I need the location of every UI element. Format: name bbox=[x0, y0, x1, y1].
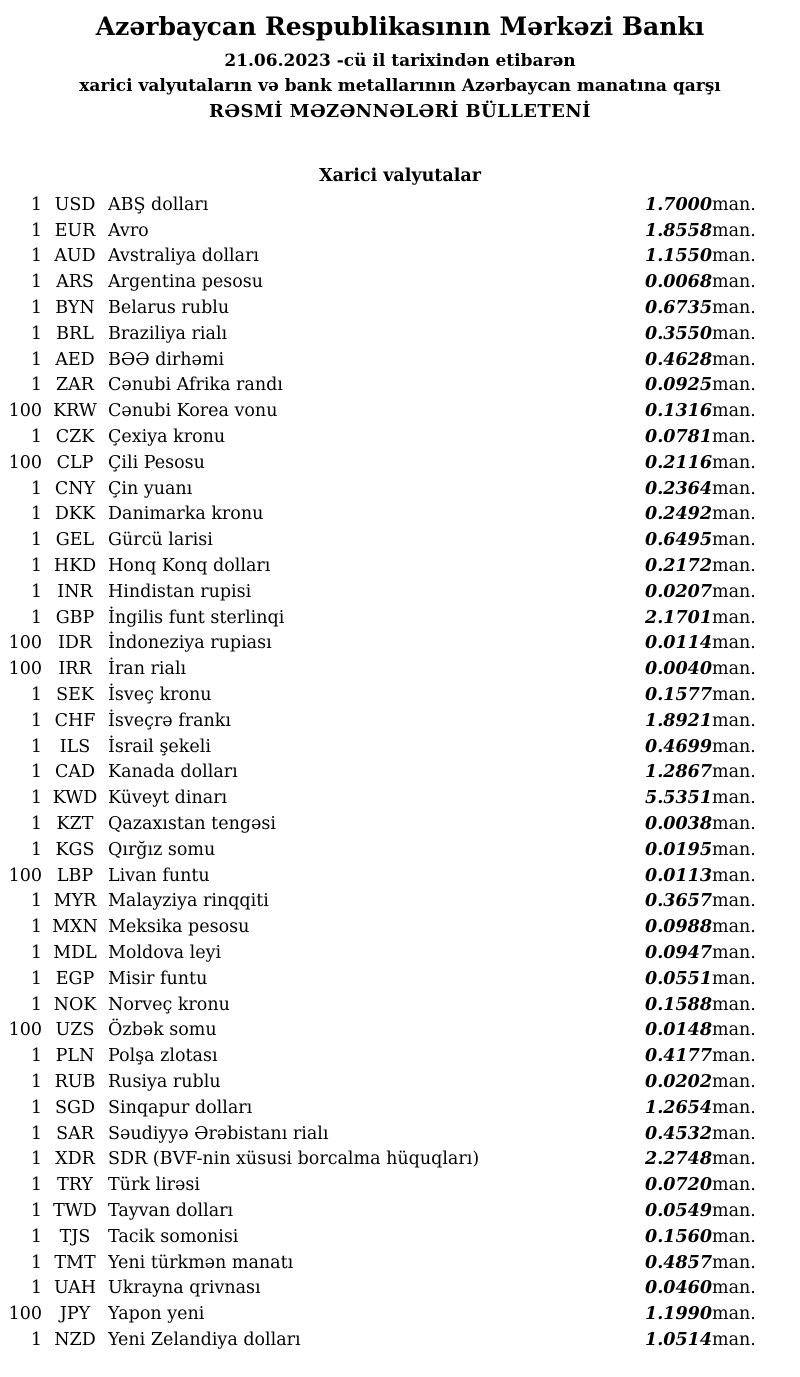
currency-name-cell: Çexiya kronu bbox=[108, 427, 226, 448]
currency-name-cell: Çili Pesosu bbox=[108, 452, 205, 473]
rate-row bbox=[0, 244, 800, 270]
rate-row bbox=[0, 656, 800, 682]
unit-label-cell: man. bbox=[712, 1149, 756, 1170]
unit-label-cell: man. bbox=[712, 968, 756, 989]
currency-name-cell: Küveyt dinarı bbox=[108, 788, 228, 809]
rate-row bbox=[0, 527, 800, 553]
rate-row bbox=[0, 785, 800, 811]
unit-label-cell: man. bbox=[712, 504, 756, 525]
currency-code-cell: TJS bbox=[59, 1226, 91, 1247]
currency-code-cell: KZT bbox=[56, 814, 94, 835]
unit-label-cell: man. bbox=[712, 194, 756, 215]
currency-name-cell: Norveç kronu bbox=[108, 994, 230, 1015]
currency-code-cell: NOK bbox=[53, 994, 97, 1015]
rate-value-cell: 0.6495 bbox=[645, 530, 712, 551]
quantity-cell: 100 bbox=[8, 401, 42, 422]
rate-row bbox=[0, 398, 800, 424]
rate-value-cell: 0.0113 bbox=[645, 865, 712, 886]
rate-value-cell: 0.4699 bbox=[645, 736, 712, 757]
document-header bbox=[0, 0, 800, 122]
rate-row bbox=[0, 682, 800, 708]
unit-label-cell: man. bbox=[712, 272, 756, 293]
quantity-cell: 1 bbox=[30, 1071, 42, 1092]
rate-row bbox=[0, 295, 800, 321]
rate-value-cell: 0.2492 bbox=[645, 504, 712, 525]
rate-row bbox=[0, 269, 800, 295]
subject-line: xarici valyutaların və bank metallarının Azərbaycan manatına qarşı bbox=[79, 76, 721, 96]
rate-value-cell: 0.0148 bbox=[645, 1020, 712, 1041]
effective-date-line: 21.06.2023 -cü il tarixindən etibarən bbox=[224, 51, 576, 71]
rate-value-cell: 1.8558 bbox=[645, 220, 712, 241]
unit-label-cell: man. bbox=[712, 814, 756, 835]
rate-row bbox=[0, 1172, 800, 1198]
rate-row bbox=[0, 940, 800, 966]
currency-code-cell: TWD bbox=[53, 1200, 97, 1221]
currency-code-cell: ARS bbox=[56, 272, 94, 293]
currency-code-cell: SGD bbox=[55, 1097, 95, 1118]
quantity-cell: 1 bbox=[30, 375, 42, 396]
quantity-cell: 1 bbox=[30, 736, 42, 757]
unit-label-cell: man. bbox=[712, 891, 756, 912]
rate-row bbox=[0, 1301, 800, 1327]
currency-name-cell: Sinqapur dolları bbox=[108, 1097, 253, 1118]
rate-value-cell: 0.4857 bbox=[645, 1252, 712, 1273]
currency-code-cell: CHF bbox=[54, 710, 96, 731]
currency-code-cell: SAR bbox=[56, 1123, 94, 1144]
rate-row bbox=[0, 347, 800, 373]
unit-label-cell: man. bbox=[712, 375, 756, 396]
unit-label-cell: man. bbox=[712, 736, 756, 757]
currency-code-cell: SEK bbox=[56, 685, 94, 706]
rate-value-cell: 0.2172 bbox=[645, 556, 712, 577]
currency-code-cell: TRY bbox=[57, 1175, 93, 1196]
rate-row bbox=[0, 1224, 800, 1250]
rate-row bbox=[0, 760, 800, 786]
currency-name-cell: Livan funtu bbox=[108, 865, 210, 886]
rate-value-cell: 0.3657 bbox=[645, 891, 712, 912]
quantity-cell: 1 bbox=[30, 1226, 42, 1247]
unit-label-cell: man. bbox=[712, 1020, 756, 1041]
rate-row bbox=[0, 373, 800, 399]
currency-code-cell: XDR bbox=[55, 1149, 95, 1170]
quantity-cell: 100 bbox=[8, 865, 42, 886]
rate-row bbox=[0, 1275, 800, 1301]
rate-value-cell: 0.0460 bbox=[645, 1278, 712, 1299]
rate-row bbox=[0, 863, 800, 889]
unit-label-cell: man. bbox=[712, 685, 756, 706]
rates-table-body bbox=[0, 192, 800, 1353]
unit-label-cell: man. bbox=[712, 1097, 756, 1118]
currency-name-cell: BƏƏ dirhəmi bbox=[108, 349, 225, 370]
currency-name-cell: Avro bbox=[108, 220, 149, 241]
currency-name-cell: Yeni türkmən manatı bbox=[108, 1252, 294, 1273]
unit-label-cell: man. bbox=[712, 1226, 756, 1247]
unit-label-cell: man. bbox=[712, 1071, 756, 1092]
rate-value-cell: 0.0925 bbox=[645, 375, 712, 396]
unit-label-cell: man. bbox=[712, 323, 756, 344]
quantity-cell: 100 bbox=[8, 452, 42, 473]
currency-name-cell: Argentina pesosu bbox=[108, 272, 264, 293]
currency-name-cell: Danimarka kronu bbox=[108, 504, 264, 525]
quantity-cell: 1 bbox=[30, 968, 42, 989]
currency-code-cell: CLP bbox=[56, 452, 94, 473]
unit-label-cell: man. bbox=[712, 633, 756, 654]
currency-code-cell: JPY bbox=[59, 1304, 91, 1325]
currency-name-cell: İsveçrə frankı bbox=[108, 710, 231, 731]
quantity-cell: 1 bbox=[30, 1278, 42, 1299]
currency-code-cell: BYN bbox=[55, 298, 95, 319]
currency-code-cell: PLN bbox=[55, 1046, 95, 1067]
currency-name-cell: Yapon yeni bbox=[108, 1304, 205, 1325]
currency-name-cell: Yeni Zelandiya dolları bbox=[108, 1329, 301, 1350]
quantity-cell: 1 bbox=[30, 478, 42, 499]
currency-name-cell: Moldova leyi bbox=[108, 943, 222, 963]
quantity-cell: 1 bbox=[30, 1046, 42, 1067]
unit-label-cell: man. bbox=[712, 452, 756, 473]
rate-value-cell: 1.2867 bbox=[645, 762, 712, 783]
rate-row bbox=[0, 992, 800, 1018]
unit-label-cell: man. bbox=[712, 220, 756, 241]
quantity-cell: 1 bbox=[30, 349, 42, 370]
currency-name-cell: Qırğız somu bbox=[108, 839, 216, 860]
rate-value-cell: 0.3550 bbox=[645, 323, 712, 344]
rate-row bbox=[0, 1095, 800, 1121]
quantity-cell: 1 bbox=[30, 1200, 42, 1221]
quantity-cell: 1 bbox=[30, 504, 42, 525]
currency-code-cell: BRL bbox=[56, 323, 94, 344]
quantity-cell: 1 bbox=[30, 814, 42, 835]
rate-value-cell: 0.4532 bbox=[645, 1123, 712, 1144]
quantity-cell: 1 bbox=[30, 839, 42, 860]
currency-name-cell: Gürcü larisi bbox=[108, 530, 213, 551]
currency-name-cell: Braziliya rialı bbox=[108, 323, 228, 344]
unit-label-cell: man. bbox=[712, 710, 756, 731]
rate-row bbox=[0, 1121, 800, 1147]
currency-name-cell: Tacik somonisi bbox=[108, 1226, 239, 1247]
unit-label-cell: man. bbox=[712, 246, 756, 267]
rate-value-cell: 0.0551 bbox=[645, 968, 712, 989]
rate-row bbox=[0, 218, 800, 244]
quantity-cell: 1 bbox=[30, 530, 42, 551]
quantity-cell: 1 bbox=[30, 272, 42, 293]
rate-row bbox=[0, 734, 800, 760]
rate-value-cell: 0.1577 bbox=[645, 685, 712, 706]
currency-code-cell: INR bbox=[57, 581, 93, 602]
currency-name-cell: Tayvan dolları bbox=[108, 1200, 234, 1221]
currency-name-cell: Kanada dolları bbox=[108, 762, 238, 783]
quantity-cell: 100 bbox=[8, 1020, 42, 1041]
rate-value-cell: 0.2364 bbox=[645, 478, 712, 499]
currency-name-cell: Cənubi Korea vonu bbox=[108, 401, 278, 422]
rate-row bbox=[0, 631, 800, 657]
quantity-cell: 1 bbox=[30, 685, 42, 706]
rate-row bbox=[0, 424, 800, 450]
unit-label-cell: man. bbox=[712, 298, 756, 319]
unit-label-cell: man. bbox=[712, 1329, 756, 1350]
quantity-cell: 1 bbox=[30, 943, 42, 963]
currency-code-cell: RUB bbox=[54, 1071, 96, 1092]
quantity-cell: 1 bbox=[30, 1097, 42, 1118]
quantity-cell: 1 bbox=[30, 994, 42, 1015]
currency-code-cell: GBP bbox=[55, 607, 95, 628]
currency-code-cell: MYR bbox=[53, 891, 97, 912]
currency-name-cell: İran rialı bbox=[108, 659, 187, 680]
rate-value-cell: 1.1550 bbox=[645, 246, 712, 267]
currency-name-cell: SDR (BVF-nin xüsusi borcalma hüquqları) bbox=[108, 1149, 480, 1170]
rate-value-cell: 1.1990 bbox=[645, 1304, 712, 1325]
rate-row bbox=[0, 1146, 800, 1172]
rate-value-cell: 0.1316 bbox=[645, 401, 712, 422]
currency-name-cell: Cənubi Afrika randı bbox=[108, 375, 283, 396]
currency-name-cell: ABŞ dolları bbox=[108, 194, 209, 215]
quantity-cell: 1 bbox=[30, 323, 42, 344]
unit-label-cell: man. bbox=[712, 556, 756, 577]
bulletin-title: RƏSMİ MƏZƏNNƏLƏRİ BÜLLETENİ bbox=[209, 101, 591, 122]
currency-name-cell: Ukrayna qrivnası bbox=[108, 1278, 261, 1299]
quantity-cell: 1 bbox=[30, 1149, 42, 1170]
rate-value-cell: 0.4177 bbox=[645, 1046, 712, 1067]
rate-row bbox=[0, 1198, 800, 1224]
unit-label-cell: man. bbox=[712, 581, 756, 602]
currency-name-cell: Avstraliya dolları bbox=[108, 246, 260, 267]
rate-value-cell: 0.6735 bbox=[645, 298, 712, 319]
unit-label-cell: man. bbox=[712, 943, 756, 963]
rate-row bbox=[0, 476, 800, 502]
rate-value-cell: 0.1560 bbox=[645, 1226, 712, 1247]
currency-code-cell: DKK bbox=[54, 504, 96, 525]
currency-name-cell: Özbək somu bbox=[108, 1020, 217, 1041]
quantity-cell: 1 bbox=[30, 710, 42, 731]
rate-row bbox=[0, 1018, 800, 1044]
quantity-cell: 1 bbox=[30, 556, 42, 577]
unit-label-cell: man. bbox=[712, 865, 756, 886]
rate-value-cell: 0.0988 bbox=[645, 917, 712, 938]
rate-value-cell: 0.0040 bbox=[645, 659, 712, 680]
currency-name-cell: Malayziya rinqqiti bbox=[108, 891, 269, 912]
rate-value-cell: 0.0781 bbox=[645, 427, 712, 448]
currency-name-cell: Çin yuanı bbox=[108, 478, 193, 499]
unit-label-cell: man. bbox=[712, 917, 756, 938]
unit-label-cell: man. bbox=[712, 994, 756, 1015]
rate-row bbox=[0, 1327, 800, 1353]
rate-row bbox=[0, 1043, 800, 1069]
currency-name-cell: Polşa zlotası bbox=[108, 1046, 218, 1067]
unit-label-cell: man. bbox=[712, 530, 756, 551]
currency-name-cell: Rusiya rublu bbox=[108, 1071, 221, 1092]
currency-code-cell: MDL bbox=[53, 943, 97, 963]
unit-label-cell: man. bbox=[712, 1046, 756, 1067]
quantity-cell: 1 bbox=[30, 917, 42, 938]
currency-name-cell: Səudiyyə Ərəbistanı rialı bbox=[108, 1123, 329, 1144]
bank-name-title: Azərbaycan Respublikasının Mərkəzi Bankı bbox=[95, 12, 705, 41]
currency-code-cell: IRR bbox=[58, 659, 92, 680]
quantity-cell: 100 bbox=[8, 1304, 42, 1325]
quantity-cell: 1 bbox=[30, 762, 42, 783]
exchange-rates-table bbox=[0, 192, 800, 1353]
rate-row bbox=[0, 889, 800, 915]
quantity-cell: 1 bbox=[30, 1252, 42, 1273]
rate-value-cell: 1.0514 bbox=[645, 1329, 712, 1350]
rate-value-cell: 0.0038 bbox=[645, 814, 712, 835]
currency-code-cell: IDR bbox=[57, 633, 93, 654]
rate-row bbox=[0, 1250, 800, 1276]
quantity-cell: 1 bbox=[30, 607, 42, 628]
rate-value-cell: 0.0720 bbox=[645, 1175, 712, 1196]
currency-code-cell: LBP bbox=[56, 865, 94, 886]
currency-code-cell: USD bbox=[54, 194, 96, 215]
rate-value-cell: 0.0207 bbox=[645, 581, 712, 602]
rate-row bbox=[0, 502, 800, 528]
currency-code-cell: CAD bbox=[54, 762, 96, 783]
quantity-cell: 1 bbox=[30, 246, 42, 267]
unit-label-cell: man. bbox=[712, 839, 756, 860]
quantity-cell: 1 bbox=[30, 220, 42, 241]
unit-label-cell: man. bbox=[712, 659, 756, 680]
unit-label-cell: man. bbox=[712, 427, 756, 448]
currency-name-cell: Meksika pesosu bbox=[108, 917, 250, 938]
rate-row bbox=[0, 708, 800, 734]
unit-label-cell: man. bbox=[712, 788, 756, 809]
rate-row bbox=[0, 579, 800, 605]
currency-name-cell: Misir funtu bbox=[108, 968, 208, 989]
currency-code-cell: KGS bbox=[55, 839, 95, 860]
currency-name-cell: Türk lirəsi bbox=[108, 1175, 200, 1196]
unit-label-cell: man. bbox=[712, 1278, 756, 1299]
currency-code-cell: HKD bbox=[53, 556, 97, 577]
quantity-cell: 1 bbox=[30, 891, 42, 912]
unit-label-cell: man. bbox=[712, 1200, 756, 1221]
rate-value-cell: 0.0549 bbox=[645, 1200, 712, 1221]
currency-code-cell: UZS bbox=[55, 1020, 95, 1041]
quantity-cell: 1 bbox=[30, 427, 42, 448]
rate-value-cell: 1.8921 bbox=[645, 710, 712, 731]
unit-label-cell: man. bbox=[712, 1304, 756, 1325]
currency-code-cell: CNY bbox=[54, 478, 96, 499]
rate-value-cell: 0.1588 bbox=[645, 994, 712, 1015]
currency-code-cell: EGP bbox=[55, 968, 95, 989]
currency-code-cell: KWD bbox=[52, 788, 98, 809]
section-title-foreign-currencies: Xarici valyutalar bbox=[319, 166, 481, 186]
rate-value-cell: 2.2748 bbox=[645, 1149, 712, 1170]
unit-label-cell: man. bbox=[712, 1123, 756, 1144]
quantity-cell: 1 bbox=[30, 788, 42, 809]
unit-label-cell: man. bbox=[712, 401, 756, 422]
currency-code-cell: KRW bbox=[53, 401, 97, 422]
quantity-cell: 100 bbox=[8, 633, 42, 654]
currency-name-cell: İngilis funt sterlinqi bbox=[108, 607, 285, 628]
rate-row bbox=[0, 450, 800, 476]
quantity-cell: 1 bbox=[30, 1123, 42, 1144]
rate-value-cell: 0.0114 bbox=[645, 633, 712, 654]
rate-value-cell: 1.2654 bbox=[645, 1097, 712, 1118]
unit-label-cell: man. bbox=[712, 349, 756, 370]
currency-code-cell: TMT bbox=[54, 1252, 96, 1273]
quantity-cell: 100 bbox=[8, 659, 42, 680]
currency-code-cell: AUD bbox=[54, 246, 96, 267]
quantity-cell: 1 bbox=[30, 194, 42, 215]
unit-label-cell: man. bbox=[712, 1252, 756, 1273]
rate-row bbox=[0, 553, 800, 579]
currency-code-cell: GEL bbox=[55, 530, 95, 551]
currency-code-cell: ILS bbox=[59, 736, 91, 757]
currency-name-cell: İsveç kronu bbox=[108, 685, 212, 706]
rate-row bbox=[0, 966, 800, 992]
rate-value-cell: 0.0947 bbox=[645, 943, 712, 963]
rate-row bbox=[0, 914, 800, 940]
currency-name-cell: Hindistan rupisi bbox=[108, 581, 252, 602]
rate-value-cell: 0.2116 bbox=[645, 452, 712, 473]
quantity-cell: 1 bbox=[30, 581, 42, 602]
rate-value-cell: 5.5351 bbox=[645, 788, 712, 809]
rate-value-cell: 2.1701 bbox=[645, 607, 712, 628]
currency-code-cell: ZAR bbox=[56, 375, 94, 396]
rate-row bbox=[0, 837, 800, 863]
rate-row bbox=[0, 192, 800, 218]
currency-code-cell: NZD bbox=[54, 1329, 96, 1350]
rate-value-cell: 0.0202 bbox=[645, 1071, 712, 1092]
currency-code-cell: MXN bbox=[52, 917, 98, 938]
currency-code-cell: CZK bbox=[55, 427, 95, 448]
quantity-cell: 1 bbox=[30, 298, 42, 319]
rate-row bbox=[0, 811, 800, 837]
rate-row bbox=[0, 321, 800, 347]
currency-code-cell: UAH bbox=[53, 1278, 97, 1299]
currency-code-cell: EUR bbox=[54, 220, 96, 241]
currency-name-cell: Honq Konq dolları bbox=[108, 556, 271, 577]
unit-label-cell: man. bbox=[712, 607, 756, 628]
rate-row bbox=[0, 1069, 800, 1095]
rate-row bbox=[0, 605, 800, 631]
currency-name-cell: Qazaxıstan tengəsi bbox=[108, 814, 276, 835]
rate-value-cell: 0.4628 bbox=[645, 349, 712, 370]
quantity-cell: 1 bbox=[30, 1175, 42, 1196]
rate-value-cell: 0.0068 bbox=[645, 272, 712, 293]
rate-value-cell: 1.7000 bbox=[645, 194, 712, 215]
currency-code-cell: AED bbox=[55, 349, 95, 370]
rate-value-cell: 0.0195 bbox=[645, 839, 712, 860]
unit-label-cell: man. bbox=[712, 762, 756, 783]
quantity-cell: 1 bbox=[30, 1329, 42, 1350]
currency-name-cell: Belarus rublu bbox=[108, 298, 230, 319]
unit-label-cell: man. bbox=[712, 478, 756, 499]
unit-label-cell: man. bbox=[712, 1175, 756, 1196]
currency-name-cell: İndoneziya rupiası bbox=[108, 633, 272, 654]
currency-name-cell: İsrail şekeli bbox=[108, 736, 211, 757]
